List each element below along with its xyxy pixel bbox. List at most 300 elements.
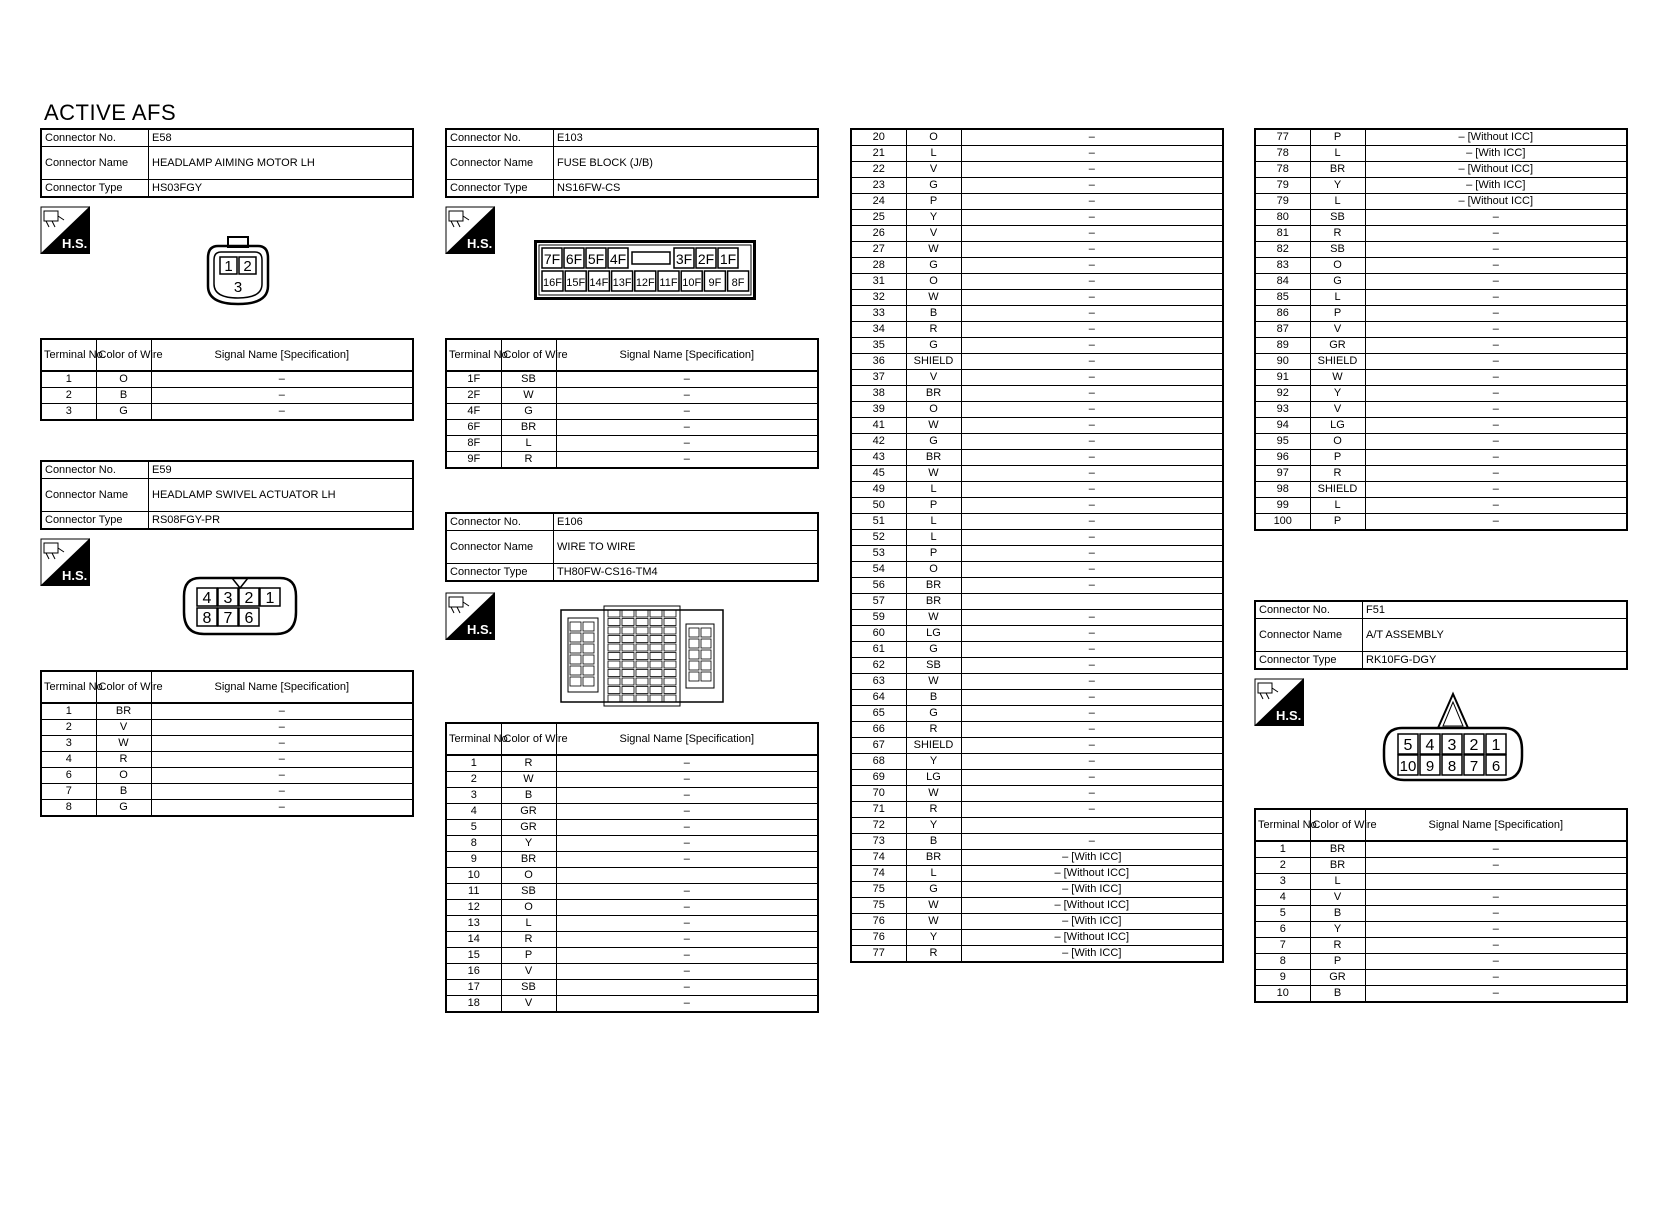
pin-cell	[583, 655, 594, 664]
pin-cell	[701, 672, 711, 681]
terminal-no: 71	[851, 802, 906, 818]
table-row	[851, 482, 1223, 498]
wire-color: B	[96, 784, 151, 800]
table-row	[1255, 194, 1627, 210]
signal-name: –	[961, 786, 1223, 802]
hs-label: H.S.	[467, 622, 493, 637]
wire-color: BR	[906, 594, 961, 610]
table-row	[851, 946, 1223, 963]
terminal-no: 3	[446, 788, 501, 804]
wire-color: V	[1310, 890, 1365, 906]
table-row	[851, 498, 1223, 514]
table-row	[41, 752, 413, 768]
signal-name: –	[961, 146, 1223, 162]
pin-label: 7	[1469, 758, 1479, 775]
wire-color: V	[1310, 322, 1365, 338]
pin-label: 2	[244, 590, 254, 607]
table-row	[446, 900, 818, 916]
terminal-no: 70	[851, 786, 906, 802]
terminal-no: 2	[446, 772, 501, 788]
wire-color: LG	[906, 626, 961, 642]
table-row	[851, 738, 1223, 754]
table-row	[851, 818, 1223, 834]
wire-color: L	[906, 514, 961, 530]
pin-cell	[664, 619, 676, 626]
terminal-no: 41	[851, 418, 906, 434]
header-signal-name: Signal Name [Specification]	[151, 671, 413, 703]
terminal-no: 15	[446, 948, 501, 964]
terminal-no: 92	[1255, 386, 1310, 402]
terminal-no: 39	[851, 402, 906, 418]
signal-name: –	[1365, 242, 1627, 258]
pin-cell	[650, 661, 662, 668]
table-row	[446, 932, 818, 948]
terminal-no: 2	[41, 388, 96, 404]
signal-name: –	[1365, 890, 1627, 906]
wire-color: L	[1310, 874, 1365, 890]
wire-color: BR	[906, 450, 961, 466]
signal-name: –	[1365, 970, 1627, 986]
signal-name: –	[961, 546, 1223, 562]
wire-color: W	[96, 736, 151, 752]
pin-label: 11F	[659, 277, 678, 289]
wire-color: L	[1310, 290, 1365, 306]
wire-color: R	[1310, 226, 1365, 242]
table-row	[851, 450, 1223, 466]
table-row	[41, 703, 413, 720]
pin-cell	[622, 619, 634, 626]
table-row	[851, 514, 1223, 530]
connector-header-f51	[1254, 600, 1628, 670]
terminal-no: 36	[851, 354, 906, 370]
table-row	[1255, 402, 1627, 418]
signal-name: – [With ICC]	[961, 914, 1223, 930]
table-row	[446, 884, 818, 900]
wire-color: R	[1310, 938, 1365, 954]
terminal-no: 77	[851, 946, 906, 963]
terminal-no: 22	[851, 162, 906, 178]
table-row	[1255, 146, 1627, 162]
pin-cell	[664, 687, 676, 694]
signal-name: –	[151, 404, 413, 421]
signal-name: – [Without ICC]	[961, 930, 1223, 946]
signal-name: –	[961, 450, 1223, 466]
table-row	[1255, 370, 1627, 386]
table-row	[851, 626, 1223, 642]
signal-name: –	[961, 498, 1223, 514]
pin-cell	[689, 639, 699, 648]
terminal-no: 21	[851, 146, 906, 162]
wire-color: R	[501, 755, 556, 772]
signal-name: –	[556, 436, 818, 452]
table-row	[851, 242, 1223, 258]
blank-slot	[632, 252, 670, 264]
terminal-no: 54	[851, 562, 906, 578]
signal-name: –	[961, 690, 1223, 706]
pin-cell	[636, 687, 648, 694]
terminal-no: 90	[1255, 354, 1310, 370]
pin-label: 5F	[587, 251, 605, 267]
terminal-no: 68	[851, 754, 906, 770]
terminal-table-e103	[445, 338, 819, 469]
terminal-no: 10	[1255, 986, 1310, 1003]
pin-cell	[608, 619, 620, 626]
wire-color: V	[96, 720, 151, 736]
table-row	[851, 129, 1223, 146]
signal-name: –	[1365, 922, 1627, 938]
wire-color: W	[906, 786, 961, 802]
connector-diagram-e106	[560, 604, 724, 708]
connector-no-value: F51	[1363, 601, 1628, 619]
label-connector-name: Connector Name	[446, 147, 554, 180]
wire-color: LG	[1310, 418, 1365, 434]
header-signal-name: Signal Name [Specification]	[1365, 809, 1627, 841]
pin-label: 3F	[675, 251, 693, 267]
signal-name: –	[151, 388, 413, 404]
signal-name: –	[961, 610, 1223, 626]
table-row	[851, 322, 1223, 338]
terminal-no: 6F	[446, 420, 501, 436]
pin-label: 4	[202, 590, 212, 607]
pin-cell	[622, 687, 634, 694]
signal-name: –	[961, 834, 1223, 850]
connector-header-e106	[445, 512, 819, 582]
table-row	[851, 146, 1223, 162]
pin-cell	[622, 661, 634, 668]
signal-name: –	[1365, 338, 1627, 354]
pin-cell	[664, 610, 676, 617]
table-row	[1255, 466, 1627, 482]
table-row	[851, 770, 1223, 786]
wire-color: W	[906, 418, 961, 434]
wire-color: R	[1310, 466, 1365, 482]
signal-name: –	[961, 306, 1223, 322]
pin-cell	[689, 661, 699, 670]
signal-name: –	[961, 129, 1223, 146]
pin-label: 7	[223, 610, 233, 627]
table-row	[446, 755, 818, 772]
signal-name: –	[1365, 986, 1627, 1003]
table-row	[851, 578, 1223, 594]
header-color-of-wire: Color of Wire	[501, 723, 556, 755]
signal-name: –	[961, 562, 1223, 578]
signal-name: –	[961, 722, 1223, 738]
table-row	[851, 194, 1223, 210]
table-row	[446, 852, 818, 868]
signal-name: –	[1365, 274, 1627, 290]
hs-label: H.S.	[62, 568, 88, 583]
table-row	[1255, 338, 1627, 354]
table-row	[446, 868, 818, 884]
table-row	[446, 452, 818, 469]
pin-cell	[650, 653, 662, 660]
terminal-no: 26	[851, 226, 906, 242]
signal-name: –	[961, 226, 1223, 242]
header-signal-name: Signal Name [Specification]	[556, 339, 818, 371]
pin-cell	[622, 627, 634, 634]
table-row	[851, 786, 1223, 802]
signal-name: –	[1365, 514, 1627, 531]
signal-name: –	[556, 932, 818, 948]
terminal-no: 7	[1255, 938, 1310, 954]
table-row	[41, 768, 413, 784]
terminal-no: 76	[851, 930, 906, 946]
table-row	[446, 964, 818, 980]
pin-cell	[608, 644, 620, 651]
label-connector-name: Connector Name	[446, 531, 554, 564]
table-row	[1255, 242, 1627, 258]
hs-icon	[445, 206, 495, 254]
pin-cell	[689, 628, 699, 637]
signal-name: –	[556, 788, 818, 804]
wire-color: G	[906, 434, 961, 450]
signal-name: –	[961, 754, 1223, 770]
connector-header-e103	[445, 128, 819, 198]
table-row	[851, 226, 1223, 242]
terminal-no: 9	[1255, 970, 1310, 986]
pin-label: 15F	[566, 277, 586, 289]
header-color-of-wire: Color of Wire	[1310, 809, 1365, 841]
terminal-no: 82	[1255, 242, 1310, 258]
pin-cell	[636, 610, 648, 617]
signal-name: – [With ICC]	[961, 850, 1223, 866]
signal-name: –	[961, 370, 1223, 386]
terminal-no: 8	[1255, 954, 1310, 970]
wire-color: SHIELD	[1310, 354, 1365, 370]
signal-name: –	[556, 755, 818, 772]
wire-color: G	[906, 642, 961, 658]
wire-color: BR	[501, 420, 556, 436]
label-connector-no: Connector No.	[41, 129, 149, 147]
pin-cell	[622, 670, 634, 677]
signal-name: –	[556, 836, 818, 852]
terminal-no: 2F	[446, 388, 501, 404]
table-row	[851, 802, 1223, 818]
connector-type-value: NS16FW-CS	[554, 180, 819, 198]
wire-color: O	[906, 129, 961, 146]
terminal-no: 42	[851, 434, 906, 450]
pin-cell	[664, 636, 676, 643]
signal-name	[961, 818, 1223, 834]
table-row	[1255, 354, 1627, 370]
terminal-no: 23	[851, 178, 906, 194]
pin-cell	[570, 666, 581, 675]
table-row	[851, 546, 1223, 562]
header-terminal-no: Terminal No.	[446, 339, 501, 371]
terminal-no: 99	[1255, 498, 1310, 514]
table-row	[1255, 858, 1627, 874]
signal-name: –	[961, 658, 1223, 674]
table-row	[1255, 322, 1627, 338]
table-row	[851, 386, 1223, 402]
hs-icon	[40, 206, 90, 254]
pin-label: 12F	[635, 277, 655, 289]
pin-cell	[650, 644, 662, 651]
table-row	[1255, 274, 1627, 290]
wire-color: L	[906, 530, 961, 546]
terminal-no: 12	[446, 900, 501, 916]
terminal-no: 14	[446, 932, 501, 948]
pin-cell	[583, 666, 594, 675]
signal-name: –	[1365, 498, 1627, 514]
signal-name: –	[961, 482, 1223, 498]
wire-color: W	[906, 914, 961, 930]
terminal-no: 91	[1255, 370, 1310, 386]
signal-name: –	[556, 804, 818, 820]
signal-name: –	[1365, 841, 1627, 858]
wire-color: V	[906, 162, 961, 178]
table-row	[446, 404, 818, 420]
terminal-no: 1	[41, 703, 96, 720]
table-row	[851, 914, 1223, 930]
terminal-no: 32	[851, 290, 906, 306]
terminal-table-e106-continued-2	[1254, 128, 1628, 531]
signal-name: –	[961, 514, 1223, 530]
wire-color: G	[906, 258, 961, 274]
table-row	[1255, 129, 1627, 146]
signal-name: –	[556, 452, 818, 469]
pin-cell	[650, 627, 662, 634]
terminal-no: 95	[1255, 434, 1310, 450]
pin-cell	[664, 644, 676, 651]
signal-name: –	[151, 720, 413, 736]
wire-color: B	[1310, 986, 1365, 1003]
label-connector-type: Connector Type	[446, 180, 554, 198]
table-row	[41, 371, 413, 388]
wire-color: L	[1310, 146, 1365, 162]
signal-name: –	[1365, 258, 1627, 274]
pin-cell	[583, 644, 594, 653]
table-row	[851, 882, 1223, 898]
table-row	[851, 290, 1223, 306]
wire-color: W	[906, 466, 961, 482]
signal-name: –	[961, 290, 1223, 306]
wire-color: R	[906, 946, 961, 963]
pin-label: 8F	[731, 277, 745, 289]
terminal-no: 67	[851, 738, 906, 754]
signal-name: – [With ICC]	[961, 946, 1223, 963]
table-row	[446, 788, 818, 804]
signal-name: –	[1365, 226, 1627, 242]
terminal-no: 61	[851, 642, 906, 658]
table-row	[851, 274, 1223, 290]
pin-cell	[570, 633, 581, 642]
table-row	[851, 658, 1223, 674]
signal-name: –	[961, 802, 1223, 818]
pin-label: 1	[265, 590, 275, 607]
pin-cell	[689, 672, 699, 681]
terminal-no: 49	[851, 482, 906, 498]
header-color-of-wire: Color of Wire	[96, 339, 151, 371]
pin-cell	[608, 627, 620, 634]
wire-color: GR	[1310, 970, 1365, 986]
signal-name: –	[556, 996, 818, 1013]
pin-cell	[570, 622, 581, 631]
pin-cell	[636, 678, 648, 685]
table-row	[1255, 178, 1627, 194]
wire-color: W	[1310, 370, 1365, 386]
table-row	[1255, 874, 1627, 890]
wire-color: G	[1310, 274, 1365, 290]
table-row	[851, 642, 1223, 658]
terminal-no: 8F	[446, 436, 501, 452]
wire-color: Y	[1310, 178, 1365, 194]
table-row	[851, 690, 1223, 706]
wire-color: SB	[1310, 210, 1365, 226]
wire-color: GR	[501, 804, 556, 820]
pin-cell	[636, 653, 648, 660]
signal-name: – [Without ICC]	[1365, 194, 1627, 210]
table-row	[1255, 434, 1627, 450]
signal-name: –	[961, 242, 1223, 258]
signal-name: –	[961, 338, 1223, 354]
signal-name: –	[556, 884, 818, 900]
pin-label: 4	[1425, 737, 1435, 754]
table-row	[1255, 514, 1627, 531]
table-row	[1255, 482, 1627, 498]
table-row	[851, 898, 1223, 914]
terminal-no: 93	[1255, 402, 1310, 418]
signal-name: –	[151, 371, 413, 388]
terminal-no: 28	[851, 258, 906, 274]
wire-color: R	[96, 752, 151, 768]
pin-cell	[636, 644, 648, 651]
pin-cell	[608, 670, 620, 677]
signal-name: –	[961, 210, 1223, 226]
header-terminal-no: Terminal No.	[41, 671, 96, 703]
signal-name: –	[961, 434, 1223, 450]
pin-cell	[664, 695, 676, 702]
wire-color: O	[906, 274, 961, 290]
wire-color: V	[501, 996, 556, 1013]
terminal-no: 64	[851, 690, 906, 706]
terminal-table-e59	[40, 670, 414, 817]
terminal-no: 59	[851, 610, 906, 626]
wire-color: BR	[906, 850, 961, 866]
signal-name	[556, 868, 818, 884]
header-terminal-no: Terminal No.	[41, 339, 96, 371]
hs-label: H.S.	[62, 236, 88, 251]
connector-name-value: A/T ASSEMBLY	[1363, 619, 1628, 652]
signal-name: – [With ICC]	[961, 882, 1223, 898]
wire-color: SHIELD	[1310, 482, 1365, 498]
terminal-no: 79	[1255, 194, 1310, 210]
table-row	[851, 530, 1223, 546]
connector-type-value: HS03FGY	[149, 180, 414, 198]
pin-cell	[608, 636, 620, 643]
connector-no-value: E106	[554, 513, 819, 531]
wire-color: P	[1310, 450, 1365, 466]
wire-color: P	[1310, 514, 1365, 531]
table-row	[851, 338, 1223, 354]
table-row	[446, 916, 818, 932]
table-row	[851, 258, 1223, 274]
wire-color: W	[501, 772, 556, 788]
wire-color: W	[906, 674, 961, 690]
pin-cell	[689, 650, 699, 659]
pin-cell	[701, 661, 711, 670]
terminal-no: 81	[1255, 226, 1310, 242]
terminal-no: 87	[1255, 322, 1310, 338]
table-row	[1255, 938, 1627, 954]
terminal-no: 73	[851, 834, 906, 850]
signal-name: –	[1365, 306, 1627, 322]
signal-name: –	[1365, 906, 1627, 922]
wire-color: W	[501, 388, 556, 404]
terminal-no: 2	[41, 720, 96, 736]
connector-diagram-e58	[206, 236, 270, 306]
signal-name: –	[151, 752, 413, 768]
